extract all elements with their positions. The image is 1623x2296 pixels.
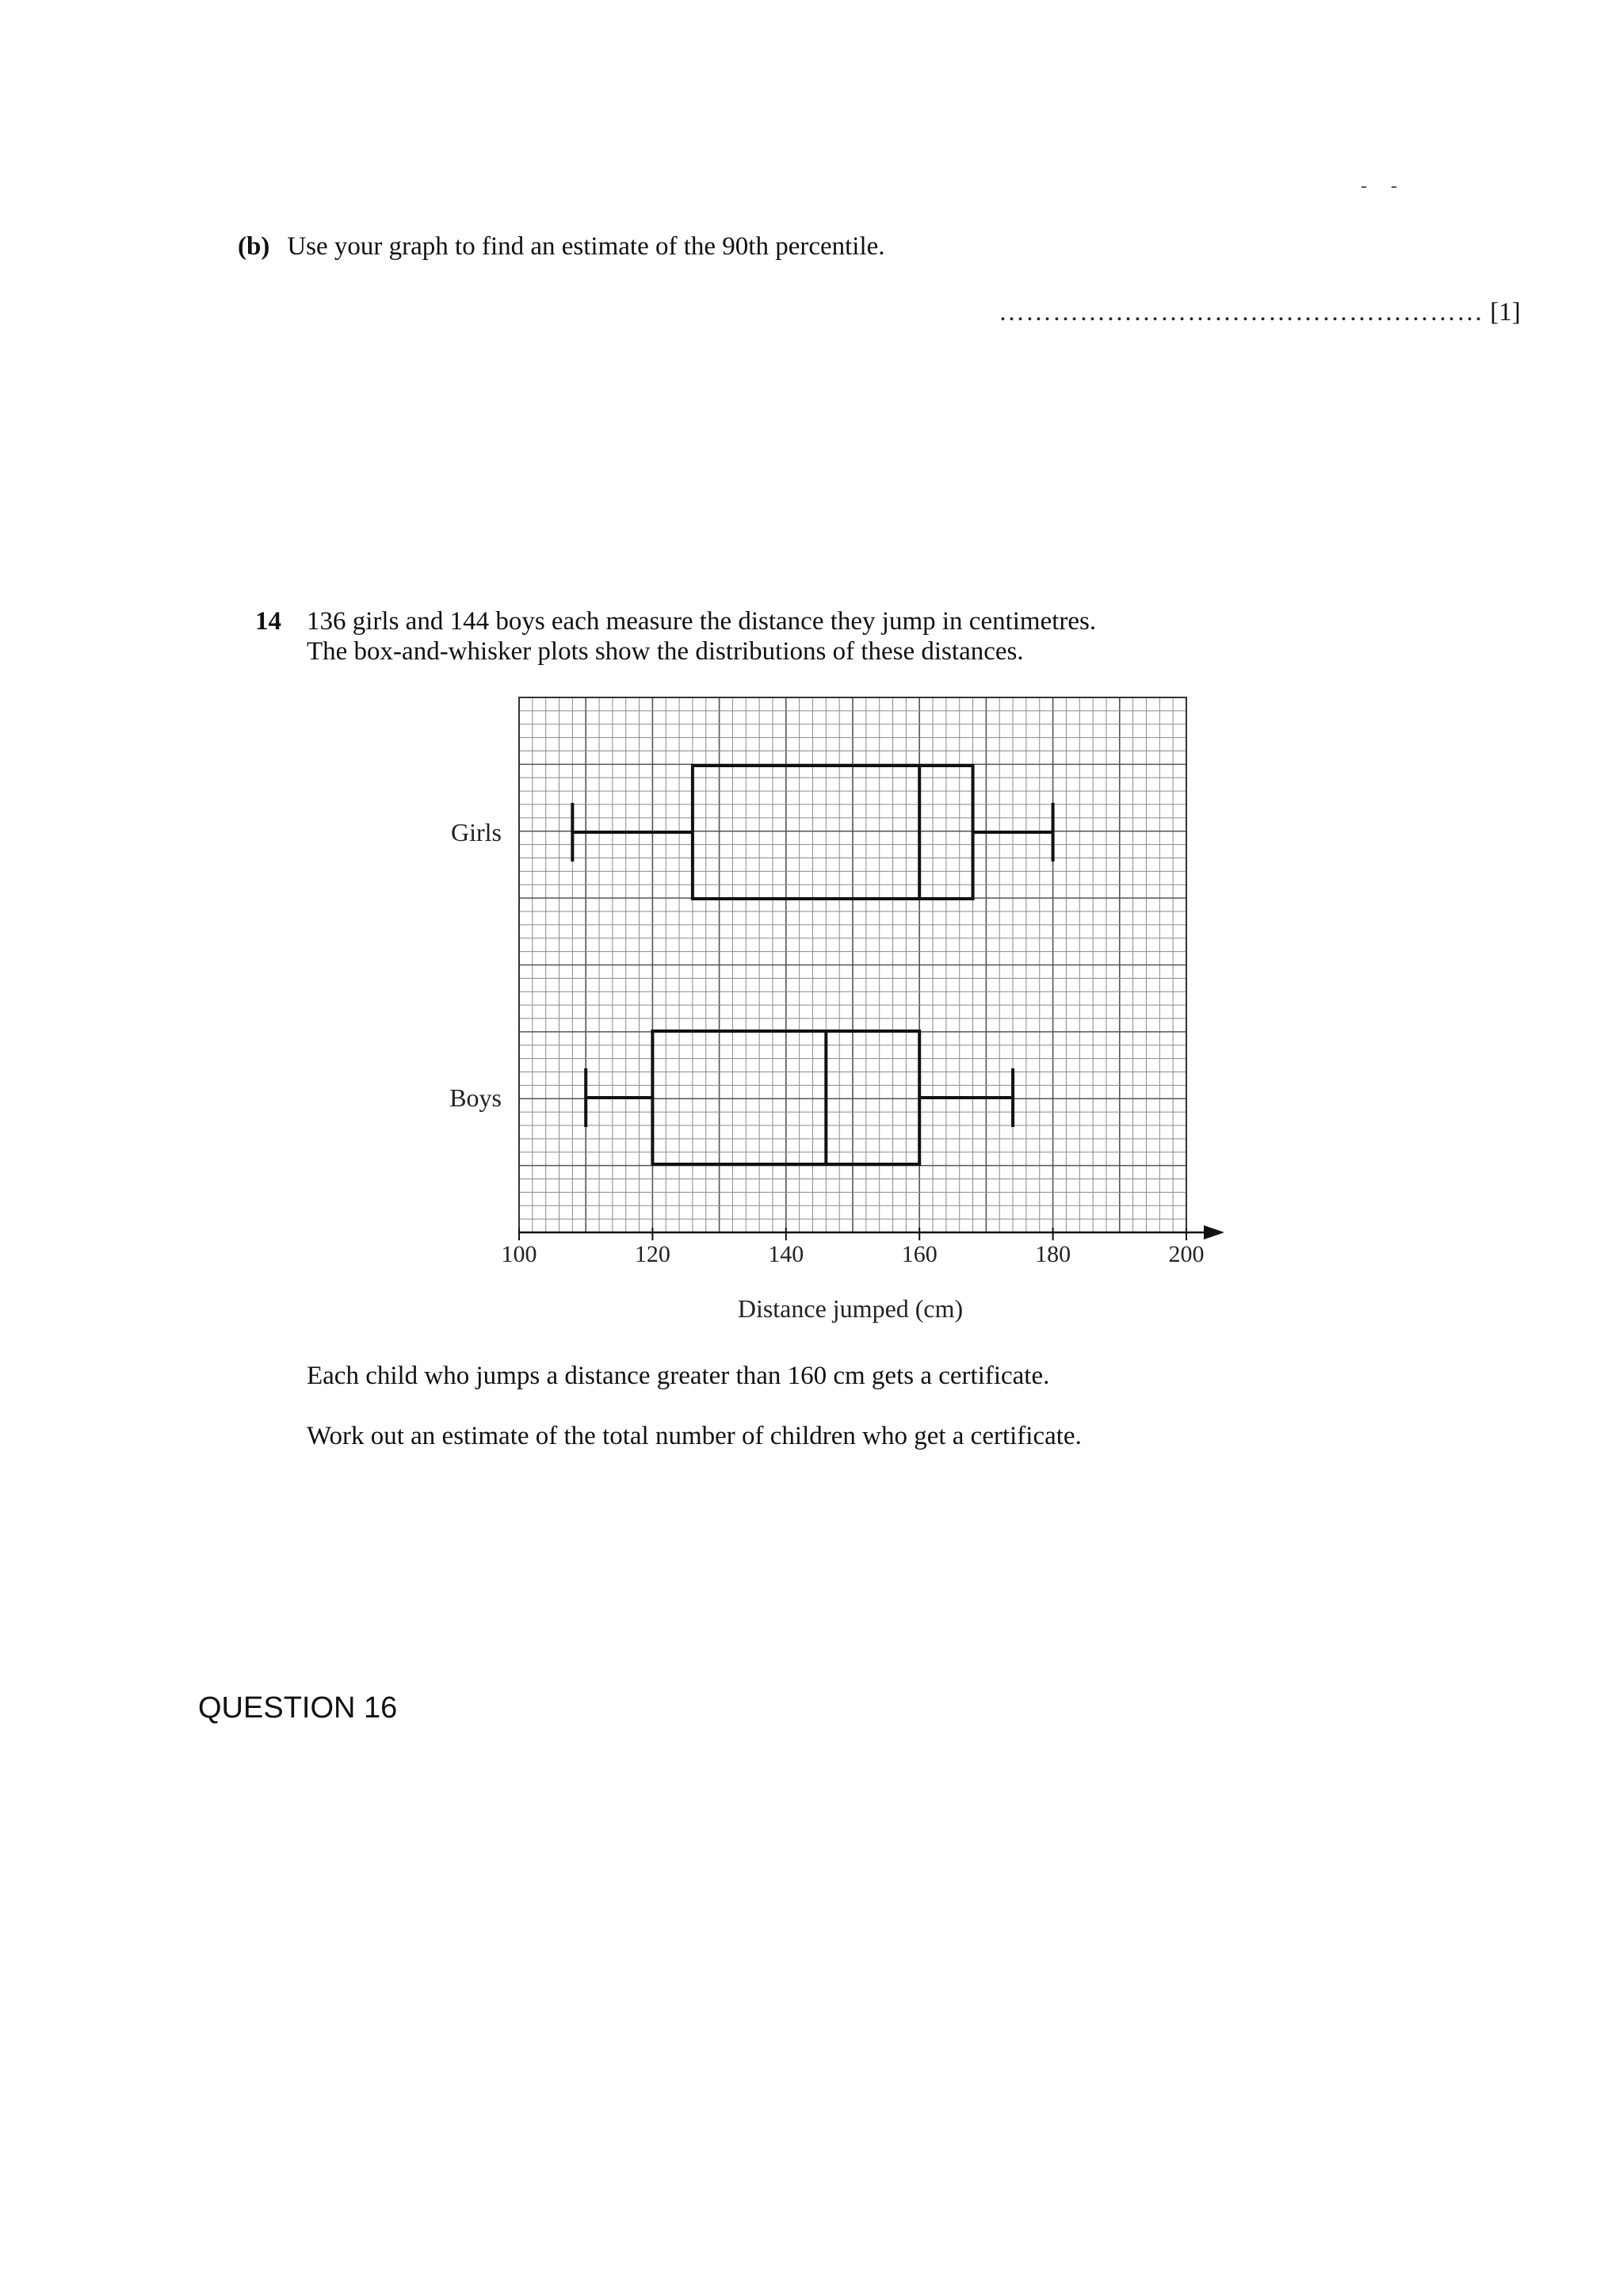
- chart-axis: [519, 1225, 1224, 1240]
- x-axis-title: Distance jumped (cm): [737, 1294, 964, 1323]
- question-number: 14: [255, 607, 281, 636]
- answer-dots: ………………………………………………: [999, 298, 1484, 327]
- part-b-label: (b): [238, 232, 270, 261]
- chart-grid: [519, 697, 1186, 1232]
- task-text: Work out an estimate of the total number of children who get a certificate.: [307, 1422, 1082, 1450]
- question-text-line-1: 136 girls and 144 boys each measure the distance they jump in centimetres.: [307, 607, 1097, 636]
- x-tick-label: 180: [1035, 1241, 1071, 1267]
- x-tick-label: 100: [501, 1241, 537, 1267]
- x-tick-label: 160: [901, 1241, 938, 1267]
- marks-label: [1]: [1490, 298, 1521, 327]
- part-b-text: Use your graph to find an estimate of the 90th percentile.: [287, 232, 885, 261]
- certificate-statement: Each child who jumps a distance greater than 160 cm gets a certificate.: [307, 1362, 1050, 1390]
- box-iqr: [693, 766, 973, 899]
- page-corner-mark: - -: [1361, 176, 1407, 197]
- question-text-line-2: The box-and-whisker plots show the distributions of these distances.: [307, 637, 1024, 666]
- question-16-label: QUESTION 16: [198, 1691, 398, 1725]
- series-label-boys: Boys: [449, 1083, 502, 1112]
- x-tick-label: 140: [768, 1241, 804, 1267]
- x-tick-label: 120: [634, 1241, 670, 1267]
- x-tick-label: 200: [1168, 1241, 1205, 1267]
- series-label-girls: Girls: [451, 818, 502, 846]
- x-axis-arrowhead: [1204, 1225, 1224, 1240]
